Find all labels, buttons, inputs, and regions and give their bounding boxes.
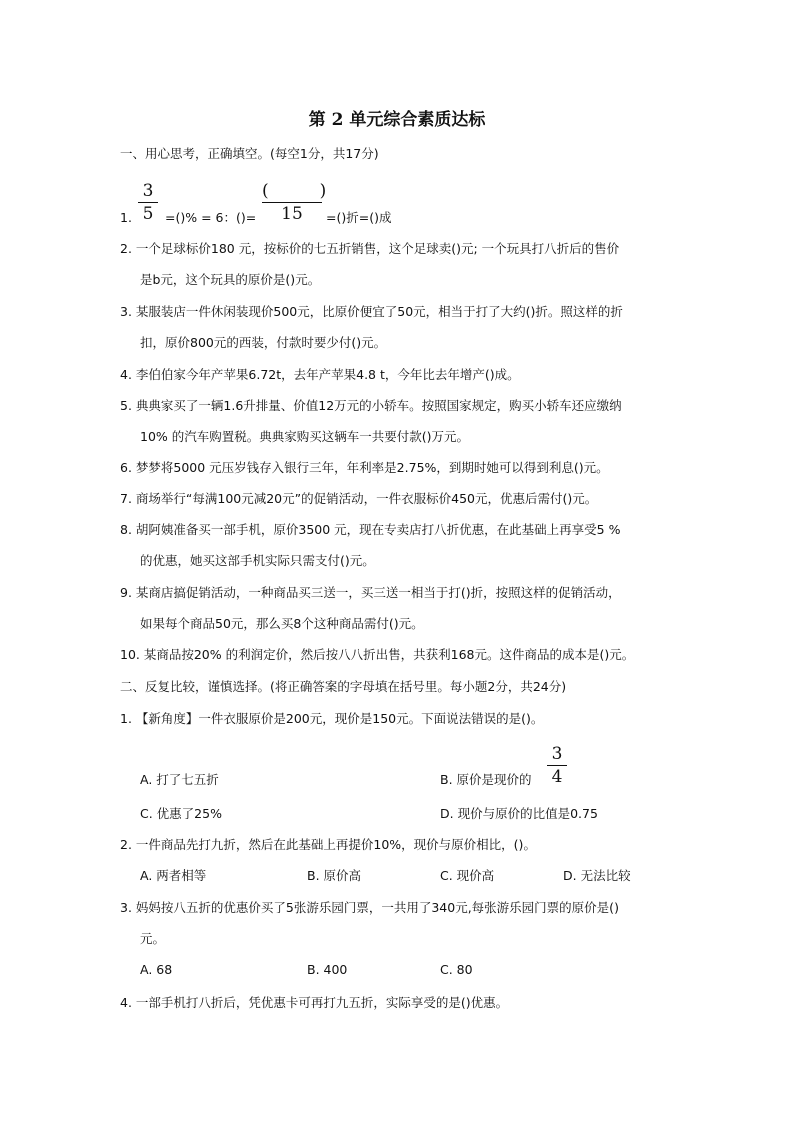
s2-q2-option-c: C. 现价高 — [440, 868, 495, 883]
section-1-heading: 一、用心思考，正确填空。(每空1分，共17分) — [120, 146, 379, 161]
fraction-denominator: 15 — [281, 204, 303, 224]
s2-q2-stem: 2. 一件商品先打九折，然后在此基础上再提价10%，现价与原价相比，()。 — [120, 837, 536, 852]
s2-q1-option-d: D. 现价与原价的比值是0.75 — [440, 806, 598, 821]
fraction-bar — [262, 202, 322, 203]
s2-q4-stem: 4. 一部手机打八折后，凭优惠卡可再打九五折，实际享受的是()优惠。 — [120, 995, 509, 1010]
q8-line-2: 的优惠，她买这部手机实际只需支付()元。 — [140, 553, 375, 568]
q1-tail-text: =()折=()成 — [326, 210, 392, 225]
s2-q3-line-2: 元。 — [140, 931, 166, 946]
s2-q3-line-1: 3. 妈妈按八五折的优惠价买了5张游乐园门票，一共用了340元,每张游乐园门票的原价是() — [120, 900, 619, 915]
q3-line-2: 扣，原价800元的西装，付款时要少付()元。 — [140, 335, 387, 350]
s2-q3-option-b: B. 400 — [307, 962, 348, 977]
q6-line-1: 6. 梦梦将5000 元压岁钱存入银行三年，年利率是2.75%，到期时她可以得到利息()元。 — [120, 460, 609, 475]
fraction-denominator: 5 — [142, 204, 154, 224]
s2-q3-option-c: C. 80 — [440, 962, 473, 977]
q4-line-1: 4. 李伯伯家今年产苹果6.72t，去年产苹果4.8 t，今年比去年增产()成。 — [120, 367, 520, 382]
s2-q1-option-a: A. 打了七五折 — [140, 772, 219, 787]
q9-line-1: 9. 某商店搞促销活动，一种商品买三送一，买三送一相当于打()折，按照这样的促销活动， — [120, 585, 621, 600]
section-2-heading: 二、反复比较，谨慎选择。(将正确答案的字母填在括号里。每小题2分，共24分) — [120, 679, 567, 694]
q10-line-1: 10. 某商品按20% 的利润定价，然后按八八折出售，共获利168元。这件商品的成本是()元。 — [120, 647, 635, 662]
q1-number: 1. — [120, 210, 132, 225]
s2-q2-option-b: B. 原价高 — [307, 868, 362, 883]
s2-q1-option-b: B. 原价是现价的 — [440, 772, 532, 787]
fraction-denominator: 4 — [551, 767, 563, 787]
fraction-numerator: 3 — [551, 744, 563, 764]
s2-q1-option-c: C. 优惠了25% — [140, 806, 222, 821]
q3-line-1: 3. 某服装店一件休闲装现价500元，比原价便宜了50元，相当于打了大约()折。照这样的折 — [120, 304, 623, 319]
q8-line-1: 8. 胡阿姨准备买一部手机，原价3500 元，现在专卖店打八折优惠，在此基础上再享受5 % — [120, 522, 621, 537]
q7-line-1: 7. 商场举行“每满100元减20元”的促销活动，一件衣服标价450元，优惠后需付()元。 — [120, 491, 598, 506]
q2-line-2: 是b元，这个玩具的原价是()元。 — [140, 272, 321, 287]
s2-q2-option-d: D. 无法比较 — [563, 868, 631, 883]
fraction-numerator: ( ) — [262, 181, 327, 201]
q9-line-2: 如果每个商品50元，那么买8个这种商品需付()元。 — [140, 616, 424, 631]
q1-middle-text: =()% = 6：()= — [165, 210, 257, 225]
q5-line-2: 10% 的汽车购置税。典典家购买这辆车一共要付款()万元。 — [140, 429, 470, 444]
fraction-bar — [138, 202, 158, 203]
s2-q2-option-a: A. 两者相等 — [140, 868, 207, 883]
fraction-numerator: 3 — [142, 181, 154, 201]
s2-q1-stem: 1. 【新角度】一件衣服原价是200元，现价是150元。下面说法错误的是()。 — [120, 711, 544, 726]
q1-fraction-1 — [138, 181, 158, 224]
s2-q3-option-a: A. 68 — [140, 962, 173, 977]
q5-line-1: 5. 典典家买了一辆1.6升排量、价值12万元的小轿车。按照国家规定，购买小轿车还应缴纳 — [120, 398, 622, 413]
q1-fraction-2 — [262, 181, 327, 224]
fraction-bar — [547, 765, 567, 766]
q2-line-1: 2. 一个足球标价180 元，按标价的七五折销售，这个足球卖()元; 一个玩具打八折后的售价 — [120, 241, 620, 256]
page-title: 第 2 单元综合素质达标 — [308, 110, 486, 130]
s2-q1-option-b-fraction — [547, 744, 567, 787]
